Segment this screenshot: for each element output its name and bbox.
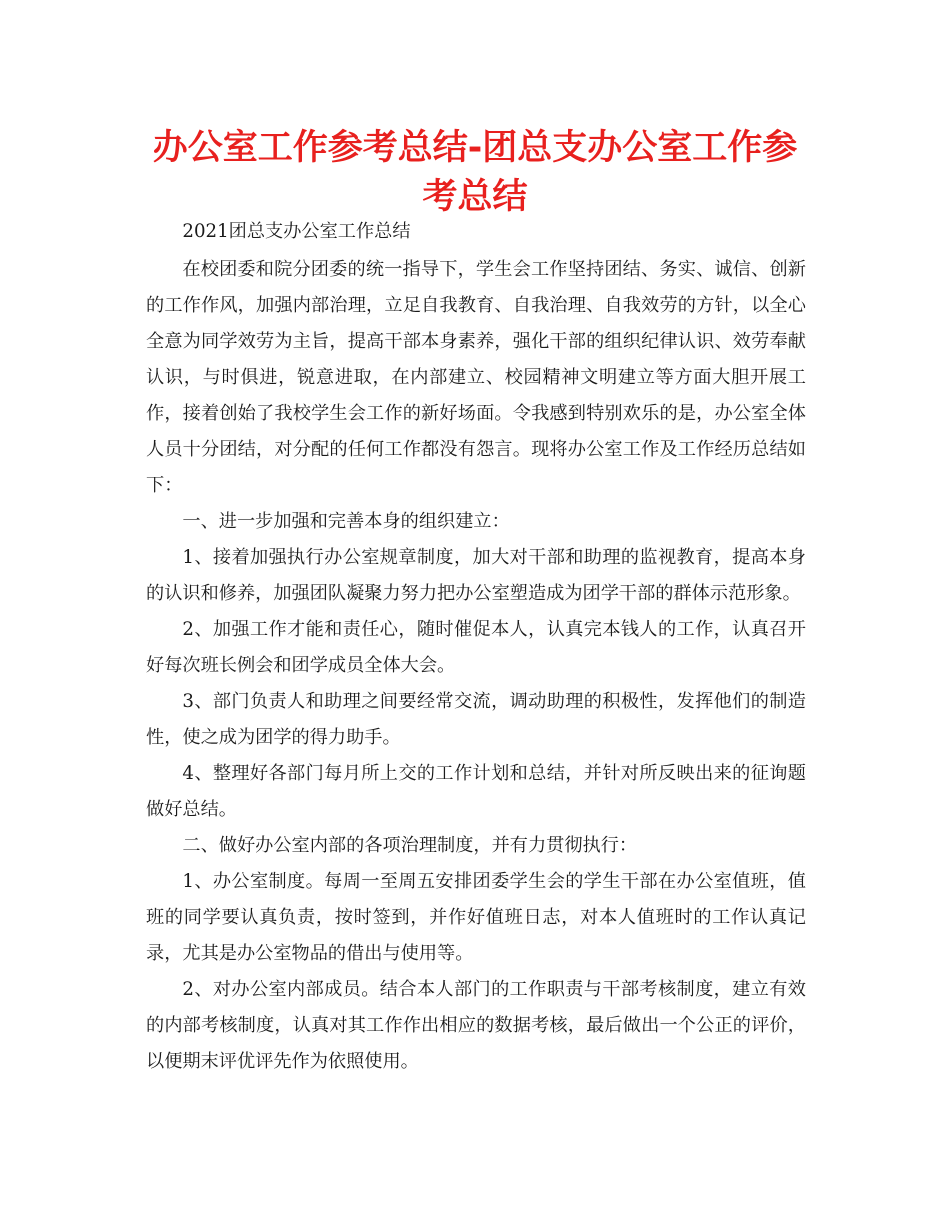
document-body <box>146 214 806 1080</box>
list-item-1-2: 2、加强工作才能和责任心，随时催促本人，认真完本钱人的工作，认真召开好每次班长例会和团学成员全体大会。 <box>146 619 806 676</box>
document-title: 办公室工作参考总结-团总支办公室工作参考总结 <box>152 128 798 217</box>
list-item-1-1: 1、接着加强执行办公室规章制度，加大对干部和助理的监视教育，提高本身的认识和修养，加强团队凝聚力努力把办公室塑造成为团学干部的群体示范形象。 <box>146 547 806 604</box>
section-heading-2: 二、做好办公室内部的各项治理制度，并有力贯彻执行： <box>182 835 638 856</box>
list-item-2-1: 1、办公室制度。每周一至周五安排团委学生会的学生干部在办公室值班，值班的同学要认真负责，按时签到，并作好值班日志，对本人值班时的工作认真记录，尤其是办公室物品的借出与使用等。 <box>146 871 806 964</box>
list-item-1-3: 3、部门负责人和助理之间要经常交流，调动助理的积极性，发挥他们的制造性，使之成为团学的得力助手。 <box>146 691 806 748</box>
list-item-2-2: 2、对办公室内部成员。结合本人部门的工作职责与干部考核制度，建立有效的内部考核制度，认真对其工作作出相应的数据考核，最后做出一个公正的评价，以便期末评优评先作为依照使用。 <box>146 979 806 1072</box>
list-item-1-4: 4、整理好各部门每月所上交的工作计划和总结，并针对所反映出来的征询题做好总结。 <box>146 763 806 820</box>
intro-paragraph: 在校团委和院分团委的统一指导下，学生会工作坚持团结、务实、诚信、创新的工作作风，加强内部治理，立足自我教育、自我治理、自我效劳的方针，以全心全意为同学效劳为主旨，提高干部本身素养，强化干部的组织纪律认识、效劳奉献认识，与时俱进，锐意进取，在内部建立、校园精神文明建立等方面大胆开展工作，接着创始了我校学生会工作的新好场面。令我感到特别欢乐的是，办公室全体人员十分团结，对分配的任何工作都没有怨言。现将办公室工作及工作经历总结如下： <box>146 259 806 496</box>
section-heading-1: 一、进一步加强和完善本身的组织建立： <box>182 511 510 532</box>
subtitle-paragraph: 2021团总支办公室工作总结 <box>182 221 411 242</box>
